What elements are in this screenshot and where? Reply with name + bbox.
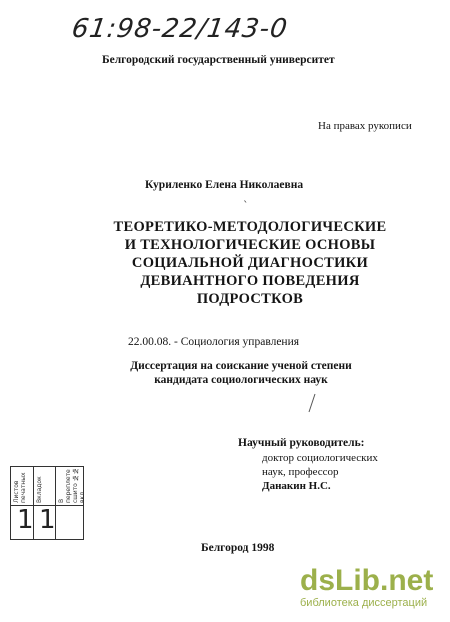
author-name: Куриленко Елена Николаевна <box>145 179 304 191</box>
watermark-logo: dsLib.net <box>300 564 434 597</box>
degree-statement <box>106 359 376 387</box>
supervisor-degree: доктор социологических <box>262 452 378 464</box>
university-name: Белгородский государственный университет <box>102 54 335 66</box>
title-line: СОЦИАЛЬНОЙ ДИАГНОСТИКИ <box>131 255 369 271</box>
supervisor-name: Данакин Н.С. <box>262 480 331 492</box>
stamp-label-pages: Листов печатных <box>13 472 27 503</box>
library-stamp <box>10 466 84 540</box>
watermark-subtitle: библиотека диссертаций <box>300 597 428 609</box>
handwritten-catalog-number: 61:98-22/143-0 <box>69 14 290 44</box>
stamp-mark: 1 <box>17 505 34 535</box>
degree-line: кандидата социологических наук <box>154 374 328 386</box>
title-line: ДЕВИАНТНОГО ПОВЕДЕНИЯ <box>140 273 360 289</box>
stray-mark: ˎ <box>243 190 249 203</box>
degree-line: Диссертация на соискание ученой степени <box>130 360 352 372</box>
title-line: И ТЕХНОЛОГИЧЕСКИЕ ОСНОВЫ <box>124 237 376 253</box>
stamp-label-inserts: Вкладок <box>36 476 43 503</box>
city-and-year: Белгород 1998 <box>201 542 275 554</box>
supervisor-heading: Научный руководитель: <box>238 437 365 449</box>
stamp-mark: 1 <box>39 505 56 535</box>
title-line: ТЕОРЕТИКО-МЕТОДОЛОГИЧЕСКИЕ <box>113 219 387 235</box>
title-line: ПОДРОСТКОВ <box>196 291 304 307</box>
stamp-label-binding: В переплете сшито №№ вкл. <box>58 467 86 503</box>
pen-stroke-mark <box>305 392 319 414</box>
dissertation-title <box>100 218 400 308</box>
supervisor-title: наук, профессор <box>262 466 339 478</box>
specialty-code: 22.00.08. - Социология управления <box>128 336 300 348</box>
manuscript-rights-note: На правах рукописи <box>318 120 412 132</box>
dslib-watermark <box>300 566 446 609</box>
